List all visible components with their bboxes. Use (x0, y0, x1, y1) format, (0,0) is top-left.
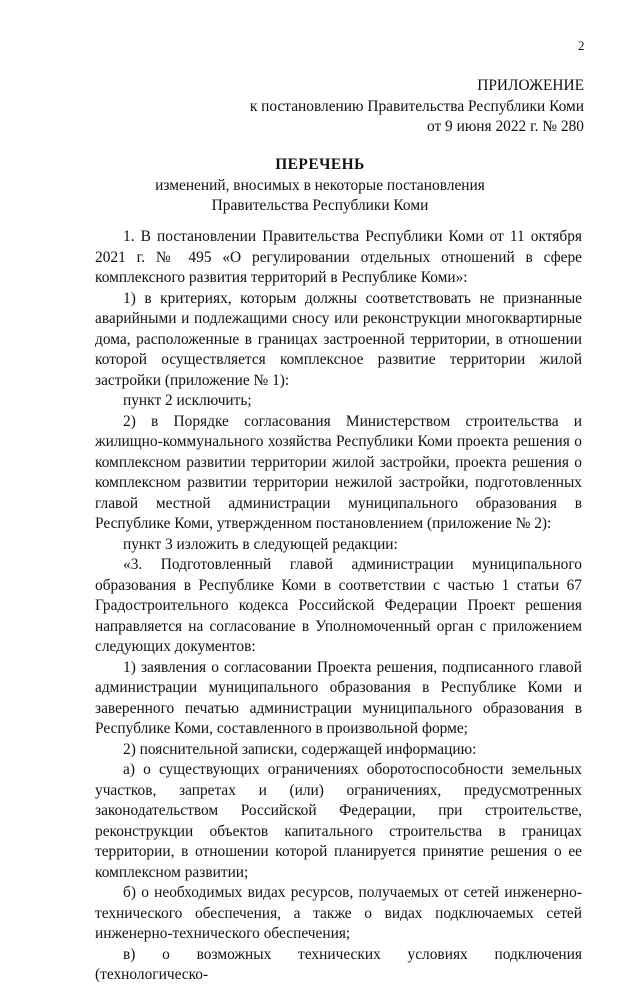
paragraph-criteria: 1) в критериях, которым должны соответствовать не признанные аварийными и подлежащими сносу или реконструкции многоквартирные дома, расположенные в границах застроенной территории, в отношении которой осуществляется комплексное развитие территории жилой застройки (приложение № 1): (95, 289, 582, 389)
document-title: ПЕРЕЧЕНЬ (275, 156, 365, 173)
paragraph-subitem-v: в) о возможных технических условиях подключения (технологическо- (95, 945, 582, 983)
document-heading (0, 155, 640, 217)
paragraph-item-1: 1. В постановлении Правительства Республики Коми от 11 октября 2021 г. № 495 «О регулировании отдельных отношений в сфере комплексного развития территорий в Республике Коми»: (95, 228, 582, 286)
paragraph-explanatory-note: 2) пояснительной записки, содержащей информацию: (123, 740, 477, 758)
document-body (95, 227, 582, 983)
appendix-date-line: от 9 июня 2022 г. № 280 (426, 118, 584, 135)
paragraph-point-3: «3. Подготовленный главой администрации муниципального образования в Республике Коми в соответствии с частью 1 статьи 67 Градостроительного кодекса Российской Федерации Проект решения направляется на согласование в Уполномоченный орган с приложением следующих документов: (95, 556, 582, 655)
appendix-label: ПРИЛОЖЕНИЕ (477, 77, 584, 94)
appendix-header (250, 76, 584, 138)
page-number: 2 (578, 38, 585, 53)
paragraph-exclude-point-2: пункт 2 исключить; (123, 392, 252, 409)
paragraph-subitem-b: б) о необходимых видах ресурсов, получаемых от сетей инженерно-технического обеспечения, а также о видах подключаемых сетей инженерно-технического обеспечения; (95, 884, 582, 942)
paragraph-new-wording: пункт 3 изложить в следующей редакции: (123, 535, 398, 553)
appendix-resolution-line: к постановлению Правительства Республики Коми (249, 97, 584, 115)
document-subtitle-line-1: изменений, вносимых в некоторые постановления (155, 176, 485, 194)
document-subtitle-line-2: Правительства Республики Коми (211, 197, 429, 214)
paragraph-application: 1) заявления о согласовании Проекта решения, подписанного главой администрации муниципального образования в Республике Коми и заверенного печатью администрации муниципального образования в Республике Коми, составленного в произвольной форме; (95, 658, 582, 737)
paragraph-subitem-a: а) о существующих ограничениях оборотоспособности земельных участков, запретах и (или) ограничениях, предусмотренных законодательством Российской Федерации, при строительстве, реконструкции объектов капитального строительства в границах территории, в отношении которой планируется принятие решения о ее комплексном развитии; (95, 761, 582, 881)
paragraph-approval-procedure: 2) в Порядке согласования Министерством строительства и жилищно-коммунального хозяйства Республики Коми проекта решения о комплексном развитии территории жилой застройки, проекта решения о комплексном развитии территории нежилой застройки, подготовленных главой местной администрации муниципального образования в Республике Коми, утвержденном постановлением (приложение № 2): (95, 412, 582, 532)
